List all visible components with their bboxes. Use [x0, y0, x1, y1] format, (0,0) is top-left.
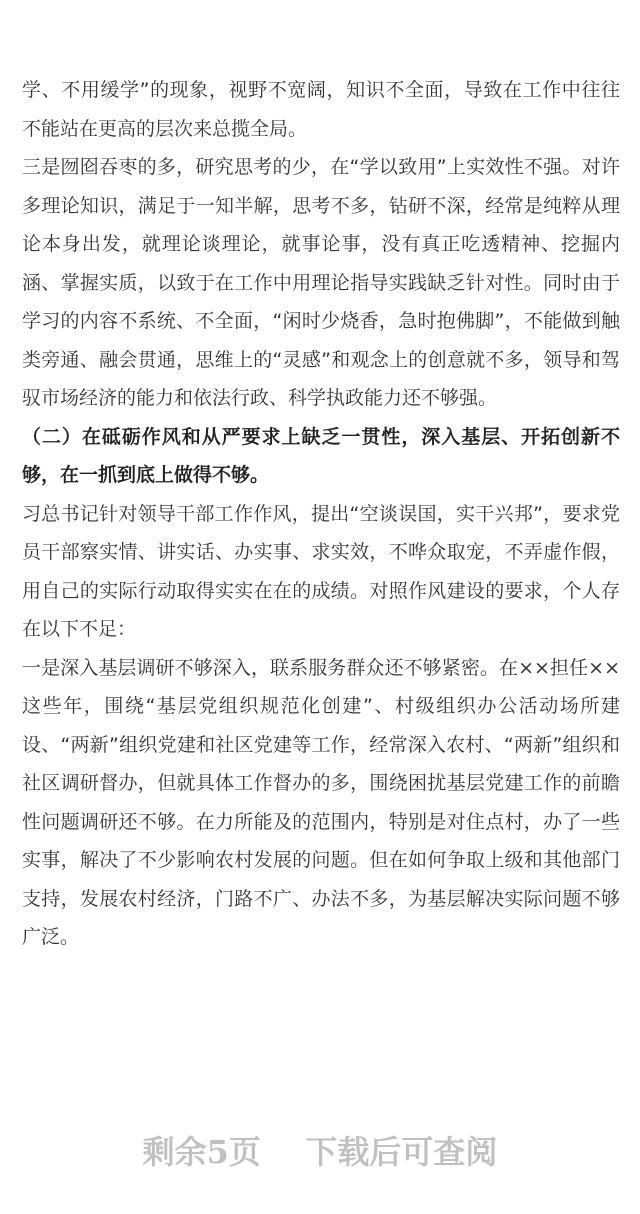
paragraph: 学、不用缓学”的现象，视野不宽阔，知识不全面，导致在工作中往往不能站在更高的层次来总揽全局。: [22, 79, 620, 140]
remaining-pages-label: 剩余5页: [142, 1133, 261, 1171]
paragraph: 三是囫囵吞枣的多，研究思考的少，在“学以致用”上实效性不强。对许多理论知识，满足于一知半解，思考不多，钻研不深，经常是纯粹从理论本身出发，就理论谈理论，就事论事，没有真正吃透精神、挖掘内涵、掌握实质，以致于在工作中用理论指导实践缺乏针对性。同时由于学习的内容不系统、不全面，“闲时少烧香，急时抱佛脚”，不能做到触类旁通、融会贯通，思维上的“灵感”和观念上的创意就不多，领导和驾驭市场经济的能力和依法行政、科学执政能力还不够强。: [22, 156, 620, 409]
download-hint-label: 下载后可查阅: [305, 1133, 498, 1171]
section-heading: （二）在砥砺作风和从严要求上缺乏一贯性，深入基层、开拓创新不够，在一抓到底上做得不够。: [22, 425, 620, 486]
paragraph: 一是深入基层调研不够深入，联系服务群众还不够紧密。在××担任××这些年，围绕“基层党组织规范化创建”、村级组织办公活动场所建设、“两新”组织党建和社区党建等工作，经常深入农村、“两新”组织和社区调研督办，但就具体工作督办的多，围绕困扰基层党建工作的前瞻性问题调研还不够。在力所能及的范围内，特别是对住点村，办了一些实事，解决了不少影响农村发展的问题。但在如何争取上级和其他部门支持，发展农村经济，门路不广、办法不多，为基层解决实际问题不够广泛。: [22, 656, 620, 948]
article-body: [22, 71, 620, 957]
download-banner[interactable]: [0, 1128, 640, 1176]
cut-off-top-line: [22, 0, 622, 2]
paragraph: 习总书记针对领导干部工作作风，提出“空谈误国，实干兴邦”，要求党员干部察实情、讲实话、办实事、求实效，不哗众取宠，不弄虚作假，用自己的实际行动取得实实在在的成绩。对照作风建设的要求，个人存在以下不足：: [22, 502, 620, 640]
